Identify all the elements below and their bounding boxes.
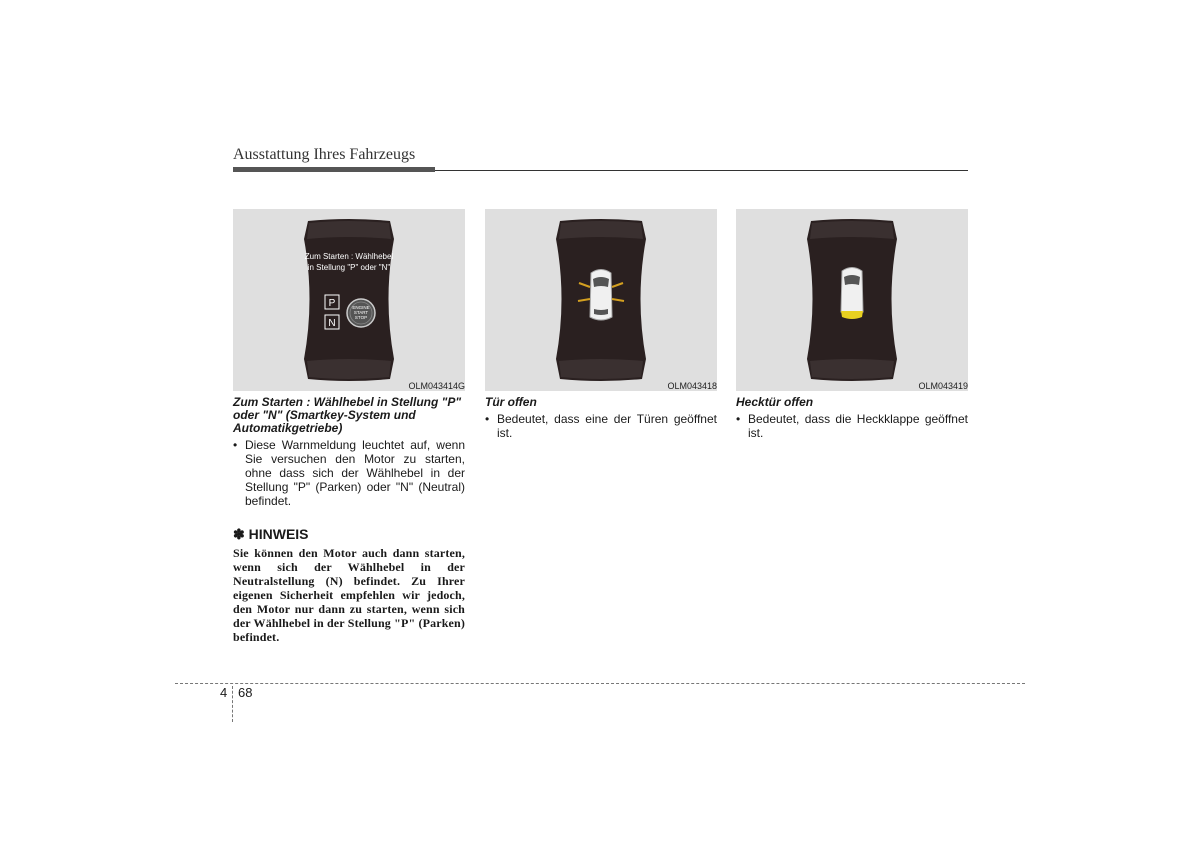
column-door-open	[485, 209, 717, 440]
figure-caption: Tür offen	[485, 395, 537, 409]
tailgate-open-indicator-icon	[841, 311, 863, 319]
page-number: 68	[238, 685, 253, 700]
figure-door-open	[485, 209, 717, 391]
bullet-item	[233, 438, 465, 508]
bullet-text: Diese Warnmeldung leuchtet auf, wenn Sie versuchen den Motor zu starten, ohne dass sich der Wählhebel in der Stellung "P" (Parken) oder "N" (Neutral) befindet.	[245, 438, 465, 508]
figure-start-warning	[233, 209, 465, 391]
footer-rule	[175, 683, 1025, 684]
header-rule	[435, 170, 968, 171]
bullet-item	[485, 412, 717, 440]
note-heading: ✽ HINWEIS	[233, 526, 309, 542]
car-top-view-icon	[841, 268, 863, 313]
page-header-title: Ausstattung Ihres Fahrzeugs	[233, 146, 416, 163]
bullet-item	[736, 412, 968, 440]
cluster-display-door	[485, 209, 717, 391]
figure-tailgate-open	[736, 209, 968, 391]
gear-p-label: P	[328, 298, 336, 309]
chapter-number: 4	[220, 685, 228, 700]
bullet-text: Bedeutet, dass die Heckklappe geöffnet ist.	[748, 412, 968, 440]
figure-code: OLM043414G	[408, 381, 465, 391]
button-text-2: START	[353, 310, 369, 315]
figure-caption: Zum Starten : Wählhebel in Stellung "P" oder "N" (Smartkey-System und Automatikgetriebe)	[233, 395, 462, 435]
figure-code: OLM043419	[918, 381, 968, 391]
display-line-1: Zum Starten : Wählhebel	[304, 252, 394, 261]
car-top-view-icon	[590, 270, 612, 321]
figure-caption: Hecktür offen	[736, 395, 814, 409]
column-tailgate-open	[736, 209, 968, 440]
button-text-3: STOP	[354, 315, 368, 320]
header-bar	[233, 167, 435, 172]
footer-divider	[232, 686, 233, 722]
cluster-display-tailgate	[736, 209, 968, 391]
bullet-mark: •	[485, 412, 490, 426]
note-body: Sie können den Motor auch dann starten, wenn sich der Wählhebel in der Neutralstellung (N) befindet. Zu Ihrer eigenen Sicherheit empfehlen wir jedoch, den Motor nur dann zu starten, wenn sich der Wählhebel in der Stellung "P" (Parken) befindet.	[233, 546, 465, 644]
display-line-2: in Stellung "P" oder "N"	[307, 263, 391, 272]
figure-code: OLM043418	[667, 381, 717, 391]
gear-n-label: N	[328, 318, 336, 329]
cluster-display-start	[233, 209, 465, 391]
bullet-mark: •	[233, 438, 238, 452]
bullet-mark: •	[736, 412, 741, 426]
column-start-warning	[233, 209, 465, 644]
button-text-1: ENGINE	[352, 305, 370, 310]
bullet-text: Bedeutet, dass eine der Türen geöffnet ist.	[497, 412, 717, 440]
